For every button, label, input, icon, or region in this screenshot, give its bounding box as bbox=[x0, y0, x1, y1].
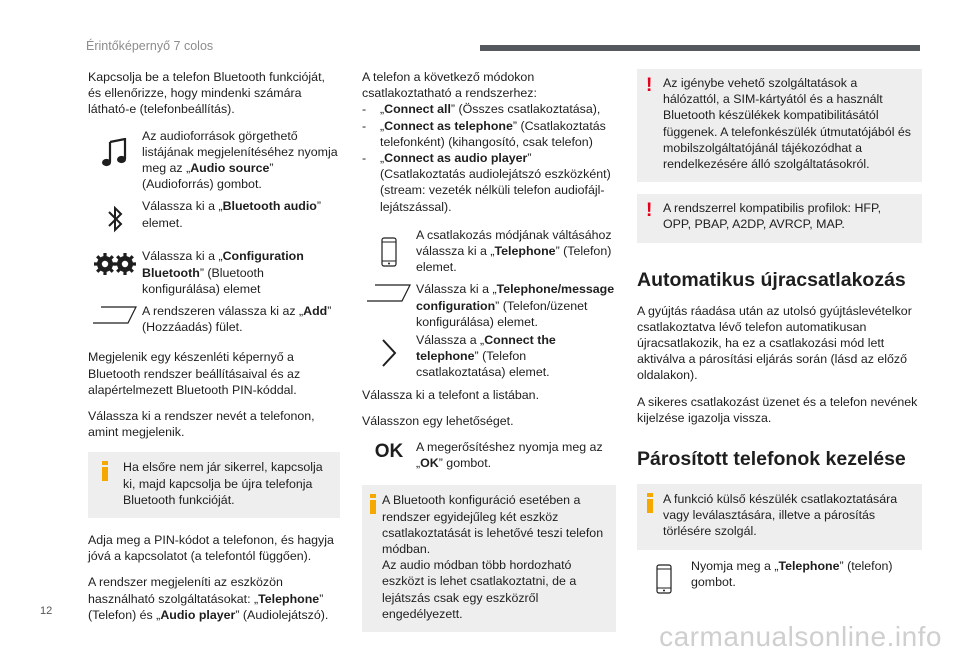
step-message-config bbox=[362, 281, 616, 330]
services-text bbox=[88, 574, 340, 623]
step-ok-text bbox=[416, 439, 616, 471]
info-icon bbox=[99, 461, 111, 481]
page-header-title: Érintőképernyő 7 colos bbox=[86, 39, 214, 53]
standby-window-text: Megjelenik egy készenléti képernyő a Bluetooth rendszer beállításaival és az alapértelmezett Bluetooth PIN-kóddal. bbox=[88, 350, 301, 397]
text: „ bbox=[380, 102, 385, 117]
step-bluetooth-audio-text bbox=[142, 198, 340, 230]
info-note-function bbox=[637, 484, 922, 550]
warning-text: Az igénybe vehető szolgáltatások a hálózattól, a SIM-kártyától és a használt Bluetooth készülékek kompatibilitásától függenek. A telefonkészülék útmutatójából és mobilszolgáltatójánál tájékozódhat a rendelkezésére álló szolgáltatásokról. bbox=[663, 76, 911, 172]
step-configuration bbox=[88, 248, 340, 297]
modes-intro-text: A telefon a következő módokon csatlakoztatható a rendszerhez: bbox=[362, 70, 537, 101]
step-telephone bbox=[362, 227, 616, 276]
heading-paired-phones: Párosított telefonok kezelése bbox=[637, 448, 906, 471]
bold-text: Telephone bbox=[494, 244, 556, 259]
ok-label: OK bbox=[374, 441, 404, 463]
bold-text: Telephone/message configuration bbox=[416, 282, 615, 313]
text: A rendszeren válassza ki az „ bbox=[142, 304, 304, 319]
bold-text: Connect all bbox=[384, 102, 451, 117]
bold-text: Connect the telephone bbox=[416, 333, 556, 364]
select-system-text: Válassza ki a rendszer nevét a telefonon, amint megjelenik. bbox=[88, 409, 315, 440]
gears-icon bbox=[88, 248, 142, 276]
text: A csatlakozás módjának váltásához válassza ki a „ bbox=[416, 227, 612, 259]
step-connect-telephone-text bbox=[416, 332, 616, 381]
text: ” (Összes csatlakoztatása), bbox=[450, 102, 601, 117]
note-text: Ha elsőre nem jár sikerrel, kapcsolja ki, majd kapcsolja be újra telefonja Bluetooth funkcióját. bbox=[123, 460, 323, 507]
step-telephone-text bbox=[691, 558, 922, 590]
text: ” (Telefon csatlakoztatása) elemet. bbox=[416, 349, 550, 380]
modes-list bbox=[362, 101, 616, 214]
text: Az audioforrások görgethető listájának megjelenítéséhez nyomja meg az „ bbox=[142, 128, 338, 176]
warning-icon: ! bbox=[646, 200, 653, 222]
bold-text: Connect as audio player bbox=[384, 151, 528, 166]
list-item bbox=[362, 150, 616, 215]
bold-text: Bluetooth audio bbox=[222, 199, 317, 214]
warning-icon: ! bbox=[646, 75, 653, 96]
select-phone-text: Válassza ki a telefont a listában. bbox=[362, 387, 540, 402]
info-note-bluetooth bbox=[362, 485, 616, 632]
text: ” (telefon) gombot. bbox=[691, 558, 893, 589]
text: Válassza ki a „ bbox=[142, 199, 223, 214]
bluetooth-icon bbox=[88, 198, 142, 234]
phone-icon bbox=[362, 227, 416, 267]
bold-text: OK bbox=[420, 456, 439, 471]
page-number: 12 bbox=[40, 605, 53, 617]
dash: - bbox=[362, 102, 367, 117]
bold-text: Telephone bbox=[778, 558, 840, 573]
text: ” (Audioforrás) gombot. bbox=[142, 161, 274, 192]
text: Nyomja meg a „ bbox=[691, 558, 779, 573]
bold-text: Add bbox=[303, 304, 328, 319]
pin-text: Adja meg a PIN-kódot a telefonon, és hagyja jóvá a kapcsolatot (a telefontól függően). bbox=[88, 533, 334, 564]
step-message-config-text bbox=[416, 281, 616, 330]
dash: - bbox=[362, 118, 367, 133]
text: A rendszer megjeleníti az eszközön használható szolgáltatásokat: „ bbox=[88, 575, 283, 606]
intro-text: Kapcsolja be a telefon Bluetooth funkcióját, és ellenőrizze, hogy mindenki számára látható-e (telefonbeállítás). bbox=[88, 70, 325, 117]
text: ” (Telefon) elemet. bbox=[416, 244, 612, 275]
text: „ bbox=[380, 118, 385, 133]
text: Válassza a „ bbox=[416, 333, 485, 348]
heading-auto-reconnect: Automatikus újracsatlakozás bbox=[637, 268, 906, 291]
tab-icon bbox=[362, 281, 416, 303]
text: ” (Hozzáadás) fület. bbox=[142, 304, 332, 335]
music-note-icon bbox=[88, 128, 142, 168]
text: ” (Telefon/üzenet konfigurálása) elemet. bbox=[416, 298, 588, 329]
bold-text: Connect as telephone bbox=[384, 118, 513, 133]
column-3 bbox=[637, 69, 922, 600]
list-item-text bbox=[380, 150, 616, 215]
bold-text: Audio source bbox=[190, 161, 270, 176]
column-2 bbox=[362, 69, 616, 646]
text: Válassza ki a „ bbox=[416, 282, 497, 297]
auto-reconnect-text: A gyújtás ráadása után az utolsó gyújtáslevételkor csatlakoztatva lévő telefon automatikusan újracsatlakozik, ha ez a csatlakozási mód lett aktiválva a párosítási eljárás során (lásd az előző oldalakon). bbox=[637, 303, 912, 383]
watermark: carmanualsonline.info bbox=[659, 620, 942, 652]
warning-text: A rendszerrel kompatibilis profilok: HFP, OPP, PBAP, A2DP, AVRCP, MAP. bbox=[663, 201, 882, 232]
text: A megerősítéshez nyomja meg az „ bbox=[416, 440, 603, 471]
info-icon bbox=[645, 493, 655, 513]
step-add-text bbox=[142, 303, 340, 335]
phone-icon bbox=[637, 558, 691, 594]
text: ” elemet. bbox=[142, 199, 322, 230]
list-item-text bbox=[380, 101, 600, 117]
dash: - bbox=[362, 151, 367, 166]
warning-note-services bbox=[637, 69, 922, 182]
step-telephone bbox=[637, 558, 922, 594]
warning-note-profiles bbox=[637, 194, 922, 242]
text: ” gombot. bbox=[438, 456, 492, 471]
text: ” (Csatlakoztatás audiolejátszó eszközként) (stream: vezeték nélküli telefon audiofájl-lejátszással). bbox=[380, 151, 611, 214]
step-audio-source-text bbox=[142, 128, 340, 193]
step-configuration-text bbox=[142, 248, 340, 297]
select-option-text: Válasszon egy lehetőséget. bbox=[362, 413, 514, 428]
step-ok bbox=[362, 439, 616, 471]
text: ” (Audiolejátszó). bbox=[235, 607, 329, 622]
text: Válassza ki a „ bbox=[142, 249, 223, 264]
list-item-text bbox=[380, 118, 616, 150]
step-add bbox=[88, 303, 340, 335]
chevron-right-icon bbox=[362, 332, 416, 368]
bold-text: Telephone bbox=[258, 591, 320, 606]
step-bluetooth-audio bbox=[88, 198, 340, 234]
header-bar bbox=[480, 45, 920, 51]
step-telephone-text bbox=[416, 227, 616, 276]
step-connect-telephone bbox=[362, 332, 616, 381]
list-item bbox=[362, 118, 616, 150]
info-note-first-attempt bbox=[88, 452, 340, 518]
auto-reconnect-confirm-text: A sikeres csatlakozást üzenet és a telefon nevének kijelzése igazolja vissza. bbox=[637, 394, 918, 425]
note-text: A Bluetooth konfiguráció esetében a rendszer egyidejűleg két eszköz csatlakoztatását is lehetővé teszi telefon módban. Az audio módban több hordozható eszközt is lehet csatlakoztatni, de a lejátszás csak egy eszközről engedélyezett. bbox=[382, 493, 604, 621]
list-item bbox=[362, 101, 616, 117]
text: ” (Bluetooth konfigurálása) elemet bbox=[142, 265, 264, 296]
bold-text: Configuration Bluetooth bbox=[142, 249, 304, 280]
bold-text: Audio player bbox=[160, 607, 236, 622]
column-1 bbox=[88, 69, 340, 633]
text: „ bbox=[380, 151, 385, 166]
text: ” (Csatlakoztatás telefonként) (kihangosító, csak telefon) bbox=[380, 118, 606, 149]
text: ” (Telefon) és „ bbox=[88, 591, 324, 622]
tab-icon bbox=[88, 303, 142, 325]
note-text: A funkció külső készülék csatlakoztatására vagy leválasztására, illetve a párosítás törlésére szolgál. bbox=[663, 492, 898, 539]
info-icon bbox=[368, 494, 378, 514]
step-audio-source bbox=[88, 128, 340, 193]
